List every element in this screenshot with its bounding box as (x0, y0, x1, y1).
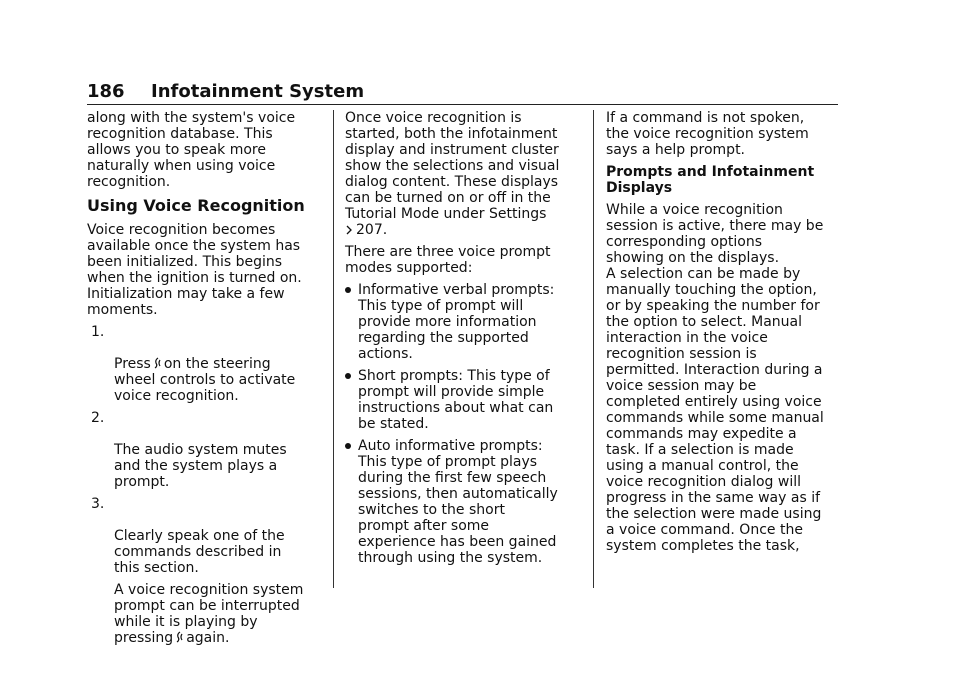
step-item (87, 324, 322, 404)
column-divider (333, 110, 334, 588)
paragraph: There are three voice prompt modes supported: (345, 244, 551, 276)
paragraph: While a voice recognition session is active, there may be corresponding options showing on the displays. A selection can be made by manually touching the option, or by speaking the number for the option to select. Manual interaction in the voice recognition session is permitted. Interaction during a voice session may be completed entirely using voice commands while some manual commands may expedite a task. If a selection is made using a manual control, the voice recognition dialog will progress in the same way as if the selection were made using a voice command. Once the system completes the task, (606, 202, 824, 554)
step-item (87, 496, 322, 576)
step-text: The audio system mutes and the system plays a prompt. (114, 442, 287, 490)
list-item: Auto informative prompts: This type of prompt plays during the first few speech sessions, then automatically switches to the short prompt after some experience has been gained through using the system. (345, 438, 580, 566)
intro-paragraph: along with the system's voice recognition database. This allows you to speak more naturally when using voice recognition. (87, 110, 296, 190)
step-number: 3. (91, 496, 105, 512)
column-left (87, 110, 322, 646)
paragraph: If a command is not spoken, the voice recognition system says a help prompt. (606, 110, 809, 158)
section-title: Infotainment System (151, 81, 365, 102)
page-header (87, 80, 838, 105)
voice-recognition-icon (153, 357, 162, 369)
voice-recognition-icon (175, 631, 184, 643)
page-number: 186 (87, 81, 125, 102)
step-text: Press (114, 356, 151, 372)
step-number: 1. (91, 324, 105, 340)
section-heading: Using Voice Recognition (87, 196, 305, 215)
paragraph: Voice recognition becomes available once the system has been initialized. This begins when the ignition is turned on. Initialization may take a few moments. (87, 222, 302, 318)
list-item: Short prompts: This type of prompt will provide simple instructions about what can be stated. (345, 368, 580, 432)
paragraph: Once voice recognition is started, both the infotainment display and instrument cluster show the selections and visual dialog content. These displays can be turned on or off in the Tutorial Mode under Settings 207. (345, 110, 560, 238)
column-divider (593, 110, 594, 588)
step-note: A voice recognition system prompt can be interrupted while it is playing by pressing again. (114, 582, 304, 646)
page-reference-arrow-icon (345, 225, 353, 235)
bullet-dot (345, 443, 351, 449)
column-right (606, 110, 841, 560)
bullet-dot (345, 373, 351, 379)
prompt-modes-list (345, 282, 580, 566)
step-item (87, 410, 322, 490)
bullet-dot (345, 287, 351, 293)
step-text: on the steering wheel controls to activate voice recognition. (114, 356, 296, 404)
step-number: 2. (91, 410, 105, 426)
step-text: Clearly speak one of the commands described in this section. (114, 528, 285, 576)
subheading: Prompts and Infotainment Displays (606, 164, 815, 196)
steps-list (87, 324, 322, 576)
page-reference-link[interactable]: 207. (356, 222, 388, 238)
column-middle (345, 110, 580, 572)
list-item: Informative verbal prompts: This type of prompt will provide more information regarding the supported actions. (345, 282, 580, 362)
